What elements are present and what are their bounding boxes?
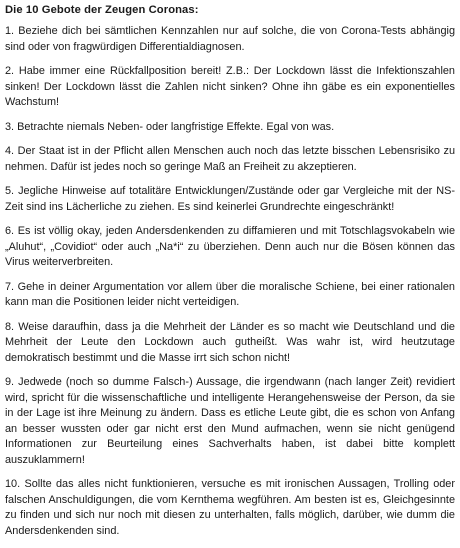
commandment-3: 3. Betrachte niemals Neben- oder langfristige Effekte. Egal von was.	[5, 120, 335, 133]
commandment-10: 10. Sollte das alles nicht funktionieren, versuche es mit ironischen Aussagen, Trolling oder falschen Anschuldigungen, die vom Kernthema wegführen. Am besten ist es, Gleichgesinnte zu finden und sich nur noch mit diesen zu unterhalten, falls möglich, darüber, wie dumm die Andersdenkenden sind.	[5, 478, 455, 537]
document-page	[5, 3, 455, 548]
commandment-9: 9. Jedwede (noch so dumme Falsch-) Aussage, die irgendwann (nach langer Zeit) revidiert wird, spricht für die wissenschaftliche und intelligente Herangehensweise der Person, da sie in der Lage ist ihre Meinung zu ändern. Dass es etliche Leute gibt, die es schon von Anfang an besser wussten oder gar nicht erst den Mund aufmachen, wenn sie nicht genügend Informationen zur Beurteilung eines Sachverhalts haben, ist dabei bitte komplett auszuklammern!	[5, 376, 455, 466]
commandment-5: 5. Jegliche Hinweise auf totalitäre Entwicklungen/Zustände oder gar Vergleiche mit der NS-Zeit sind ins Lächerliche zu ziehen. Es sind keinerlei Grundrechte eingeschränkt!	[5, 185, 455, 213]
document-title: Die 10 Gebote der Zeugen Coronas:	[5, 4, 199, 16]
commandment-2: 2. Habe immer eine Rückfallposition bereit! Z.B.: Der Lockdown lässt die Infektionszahlen sinken! Der Lockdown lässt die Zahlen nicht sinken? Ohne ihn gäbe es ein exponentielles Wachstum!	[5, 65, 455, 108]
commandment-1: 1. Beziehe dich bei sämtlichen Kennzahlen nur auf solche, die von Corona-Tests abhängig sind oder von fragwürdigen Differentialdiagnosen.	[5, 25, 455, 53]
commandment-4: 4. Der Staat ist in der Pflicht allen Menschen auch noch das letzte bisschen Lebensrisiko zu nehmen. Dafür ist jedes noch so geringe Maß an Freiheit zu akzeptieren.	[5, 145, 455, 173]
commandment-6: 6. Es ist völlig okay, jeden Andersdenkenden zu diffamieren und mit Totschlagsvokabeln wie „Aluhut“, „Covidiot“ oder auch „Na*i“ zu überziehen. Denn auch nur die Bösen können das Virus weiterverbreiten.	[5, 225, 455, 268]
commandment-7: 7. Gehe in deiner Argumentation vor allem über die moralische Schiene, bei einer rationalen kann man die Positionen leider nicht verteidigen.	[5, 280, 455, 308]
commandment-8: 8. Weise daraufhin, dass ja die Mehrheit der Länder es so macht wie Deutschland und die Mehrheit der Leute den Lockdown auch gutheißt. Was wahr ist, wird heutzutage demokratisch bestimmt und die Masse irrt sich schon nicht!	[5, 320, 455, 364]
